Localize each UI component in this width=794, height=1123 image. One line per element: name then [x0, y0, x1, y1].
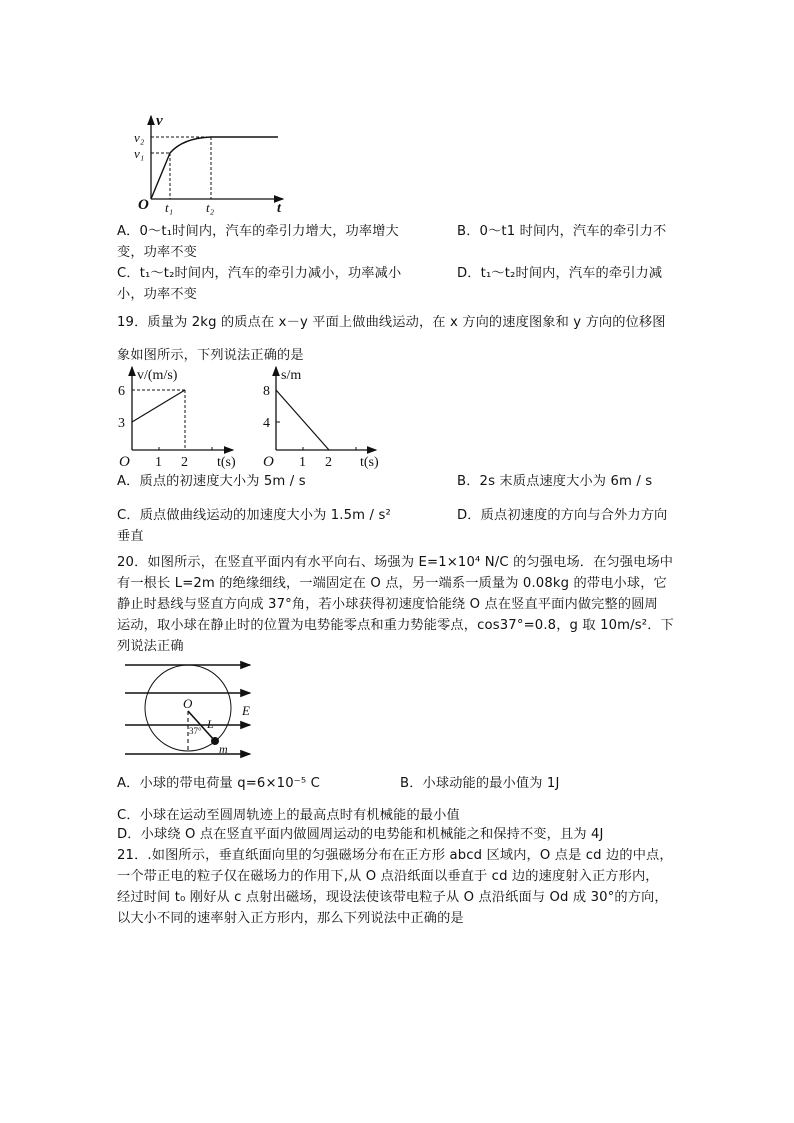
mass-m-label: m: [219, 742, 228, 756]
q18-option-c[interactable]: C．t₁～t₂时间内，汽车的牵引力减小，功率减小: [117, 266, 402, 281]
q20-option-a[interactable]: A．小球的带电荷量 q=6×10⁻⁵ C: [117, 776, 321, 791]
q19-stem-line2: 象如图所示，下列说法正确的是: [117, 348, 304, 363]
q19-option-a[interactable]: A．质点的初速度大小为 5m / s: [117, 474, 306, 489]
q21-stem-line3: 经过时间 t₀ 刚好从 c 点射出磁场，现设法使该带电粒子从 O 点沿纸面与 Od 成 30°的方向，: [117, 890, 668, 905]
y-tick-8: 8: [263, 384, 270, 399]
q18-option-b[interactable]: B．0～t1 时间内，汽车的牵引力不: [457, 224, 667, 239]
t1-label: t₁: [165, 200, 174, 215]
q21-stem-line1: 21．.如图所示，垂直纸面向里的匀强磁场分布在正方形 abcd 区域内，O 点是 cd 边的中点，: [117, 848, 673, 863]
y-axis-label: v: [156, 113, 163, 129]
q21-stem-line2: 一个带正电的粒子仅在磁场力的作用下,从 O 点沿纸面以垂直于 cd 边的速度射入正方形内，: [117, 869, 659, 884]
q20-stem-line5: 列说法正确: [117, 639, 184, 654]
q19-option-b[interactable]: B．2s 末质点速度大小为 6m / s: [457, 474, 653, 489]
v1-label: v₁: [134, 146, 145, 161]
v2-label: v₂: [134, 130, 145, 145]
angle-label: 37°: [189, 726, 202, 736]
q20-electric-field-diagram: [115, 655, 265, 765]
q20-stem-line4: 运动，取小球在静止时的位置为电势能零点和重力势能零点，cos37°=0.8，g 取 10m/s²．下: [117, 618, 674, 633]
q18-option-d[interactable]: D．t₁～t₂时间内，汽车的牵引力减: [457, 266, 663, 281]
origin-label: O: [138, 197, 149, 213]
q18-option-b-cont: 变，功率不变: [117, 245, 198, 260]
q19-velocity-graph: [115, 362, 245, 470]
q19-option-c[interactable]: C．质点做曲线运动的加速度大小为 1.5m / s²: [117, 508, 391, 523]
q19-option-d[interactable]: D．质点初速度的方向与合外力方向: [457, 508, 668, 523]
y-tick-6: 6: [118, 384, 125, 399]
q19-displacement-graph: [250, 362, 390, 470]
q20-stem-line2: 有一根长 L=2m 的绝缘细线，一端固定在 O 点，另一端系一质量为 0.08kg 的带电小球，它: [117, 576, 667, 591]
origin-label: O: [119, 454, 130, 470]
q20-option-d[interactable]: D．小球绕 O 点在竖直平面内做圆周运动的电势能和机械能之和保持不变，且为 4J: [117, 827, 604, 842]
x-axis-label: t: [277, 201, 281, 216]
t2-label: t₂: [206, 200, 215, 215]
x-tick-2: 2: [325, 455, 332, 470]
origin-label: O: [263, 454, 274, 470]
y-tick-3: 3: [118, 416, 125, 431]
y-axis-label: s/m: [281, 368, 302, 383]
y-tick-4: 4: [263, 416, 270, 431]
q19-option-d-cont: 垂直: [117, 529, 144, 544]
x-tick-1: 1: [155, 455, 162, 470]
x-tick-2: 2: [181, 455, 188, 470]
center-o-label: O: [183, 696, 193, 711]
q19-stem-line1: 19．质量为 2kg 的质点在 x－y 平面上做曲线运动，在 x 方向的速度图象和 y 方向的位移图: [117, 315, 666, 330]
q21-stem-line4: 以大小不同的速率射入正方形内，那么下列说法中正确的是: [117, 911, 464, 926]
q20-option-c[interactable]: C．小球在运动至圆周轨迹上的最高点时有机械能的最小值: [117, 808, 460, 823]
q20-option-b[interactable]: B．小球动能的最小值为 1J: [400, 776, 560, 791]
x-axis-label: t(s): [217, 455, 236, 470]
q18-vt-graph: [125, 108, 295, 218]
x-axis-label: t(s): [360, 455, 379, 470]
q20-stem-line1: 20．如图所示，在竖直平面内有水平向右、场强为 E=1×10⁴ N/C 的匀强电场．在匀强电场中: [117, 555, 674, 570]
x-tick-1: 1: [299, 455, 306, 470]
q18-option-a[interactable]: A．0～t₁时间内，汽车的牵引力增大，功率增大: [117, 224, 399, 239]
y-axis-label: v/(m/s): [137, 368, 178, 383]
length-l-label: L: [207, 717, 214, 731]
q20-stem-line3: 静止时悬线与竖直方向成 37°角，若小球获得初速度恰能绕 O 点在竖直平面内做完整的圆周: [117, 597, 658, 612]
q18-option-d-cont: 小，功率不变: [117, 287, 198, 302]
field-e-label: E: [242, 703, 250, 718]
